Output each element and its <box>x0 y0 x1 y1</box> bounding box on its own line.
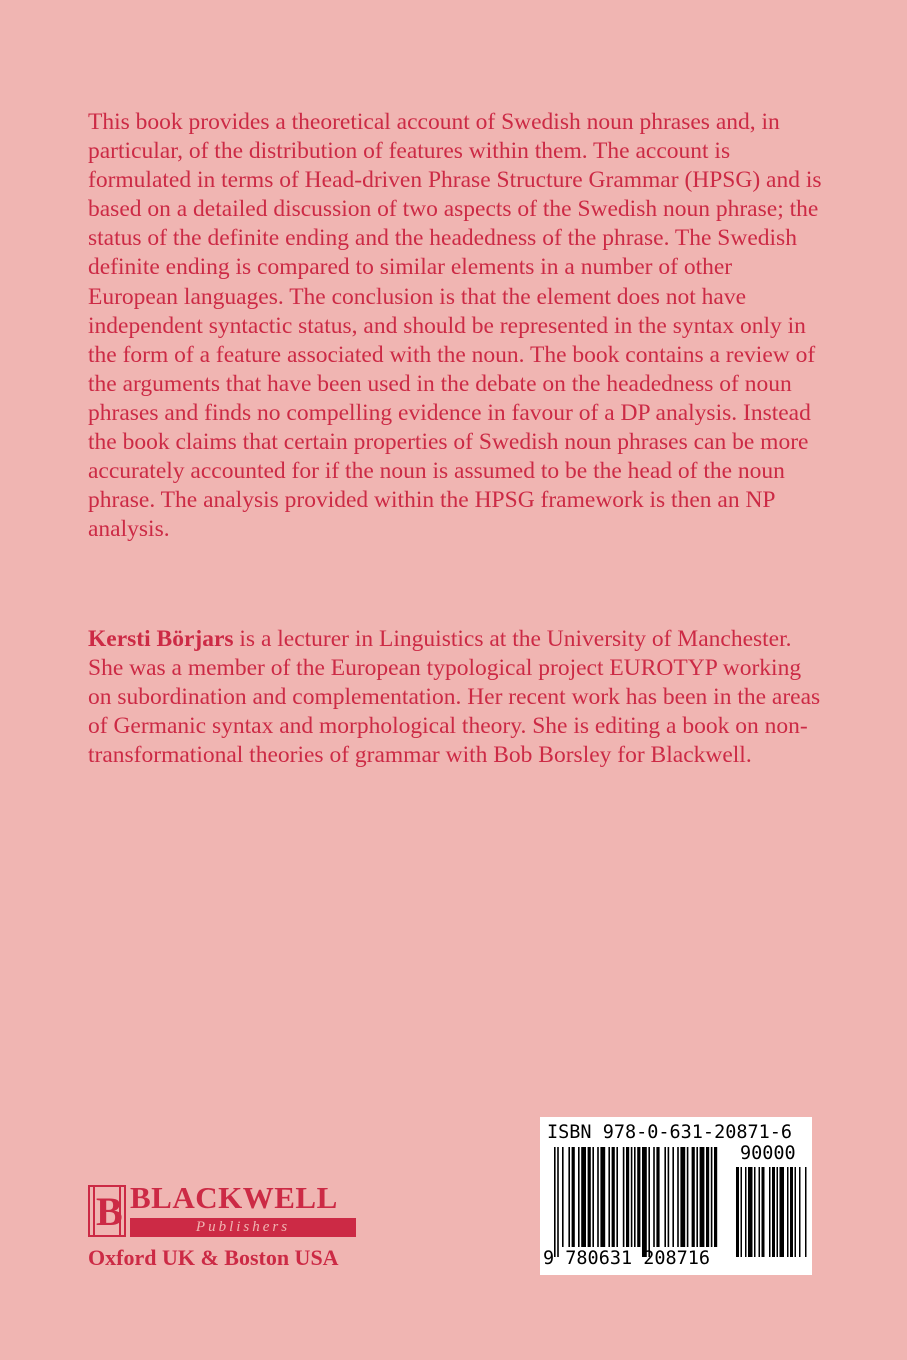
book-description: This book provides a theoretical account of Swedish noun phrases and, in particular, of the distribution of features within them. The account is formulated in terms of Head-driven Phrase Structure Grammar (HPSG) and is based on a detailed discussion of two aspects of the Swedish noun phrase; the status of the definite ending and the headedness of the phrase. The Swedish definite ending is compared to similar elements in a number of other European languages. The conclusion is that the element does not have independent syntactic status, and should be represented in the syntax only in the form of a feature associated with the noun. The book contains a review of the arguments that have been used in the debate on the headedness of noun phrases and finds no compelling evidence in favour of a DP analysis. Instead the book claims that certain properties of Swedish noun phrases can be more accurately accounted for if the noun is assumed to be the head of the noun phrase. The analysis provided within the HPSG framework is then an NP analysis. <box>88 109 822 543</box>
publisher-place: Oxford UK & Boston USA <box>88 1245 339 1270</box>
barcode-digits: 9 780631 208716 <box>543 1248 711 1269</box>
price-code: 90000 <box>740 1143 796 1164</box>
columns-logo-icon <box>88 1185 126 1237</box>
author-bio-text: is a lecturer in Linguistics at the University of Manchester. She was a member of the European typological project EUROTYP working on subordination and complementation. Her recent work has been in the areas of Germanic syntax and morphological theory. She is editing a book on non-transformational theories of grammar with Bob Borsley for Blackwell. <box>88 626 821 769</box>
publisher-name: BLACKWELL <box>130 1180 338 1215</box>
barcode <box>540 1117 812 1275</box>
publisher-logo <box>88 1180 368 1280</box>
logo-letter: B <box>96 1189 123 1234</box>
author-name: Kersti Börjars <box>88 626 234 652</box>
author-bio <box>88 625 828 770</box>
publisher-subtitle: Publishers <box>130 1218 356 1237</box>
isbn-number: ISBN 978-0-631-20871-6 <box>547 1122 793 1143</box>
